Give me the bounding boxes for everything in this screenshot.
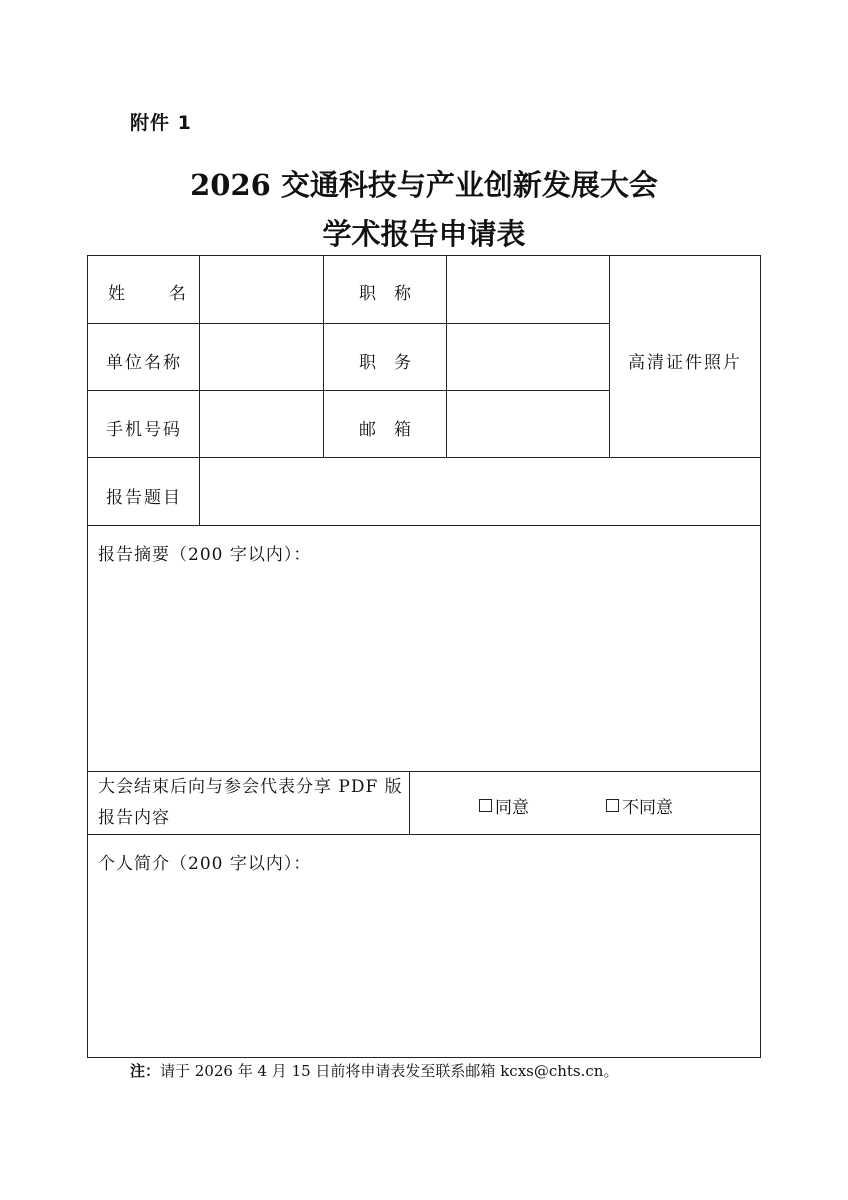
bio-label: 个人简介（200 字以内）： <box>98 854 312 874</box>
phone-input[interactable] <box>200 391 323 457</box>
bio-textarea[interactable] <box>88 876 760 1057</box>
topic-input[interactable] <box>200 458 760 525</box>
agree-option-label: 同意 <box>495 798 529 818</box>
email-input[interactable] <box>447 391 609 457</box>
column-divider <box>409 771 410 834</box>
form-title-line1: 2026 交通科技与产业创新发展大会 <box>190 168 658 202</box>
application-form-table <box>87 255 761 1058</box>
attachment-label: 附件 1 <box>130 112 192 134</box>
name-label-text: 姓名 <box>108 284 230 304</box>
title-label: 职称 <box>359 284 429 304</box>
checkbox-square-icon <box>606 799 619 812</box>
row-divider <box>88 834 760 835</box>
position-label: 职务 <box>359 353 429 373</box>
topic-label: 报告题目 <box>106 488 182 508</box>
note-prefix: 注： <box>130 1062 161 1080</box>
disagree-option-label: 不同意 <box>622 798 673 818</box>
row-divider <box>88 525 760 526</box>
agree-checkbox[interactable] <box>479 793 529 818</box>
photo-upload-area[interactable] <box>610 256 760 457</box>
disagree-checkbox[interactable] <box>606 793 673 818</box>
org-input[interactable] <box>200 324 323 390</box>
note-text: 请于 2026 年 4 月 15 日前将申请表发至联系邮箱 kcxs@chts.cn。 <box>160 1062 619 1080</box>
form-title-line2: 学术报告申请表 <box>322 217 526 251</box>
name-input[interactable] <box>200 256 323 323</box>
abstract-textarea[interactable] <box>88 566 760 771</box>
position-input[interactable] <box>447 324 609 390</box>
checkbox-square-icon <box>479 799 492 812</box>
abstract-label: 报告摘要（200 字以内）： <box>98 545 312 565</box>
footer-note <box>130 1060 618 1081</box>
email-label: 邮箱 <box>359 420 429 440</box>
name-label <box>108 279 230 304</box>
org-label: 单位名称 <box>106 353 182 373</box>
title-input[interactable] <box>447 256 609 323</box>
photo-label: 高清证件照片 <box>628 353 742 373</box>
phone-label: 手机号码 <box>106 420 182 440</box>
share-label: 大会结束后向与参会代表分享 PDF 版报告内容 <box>98 777 403 828</box>
